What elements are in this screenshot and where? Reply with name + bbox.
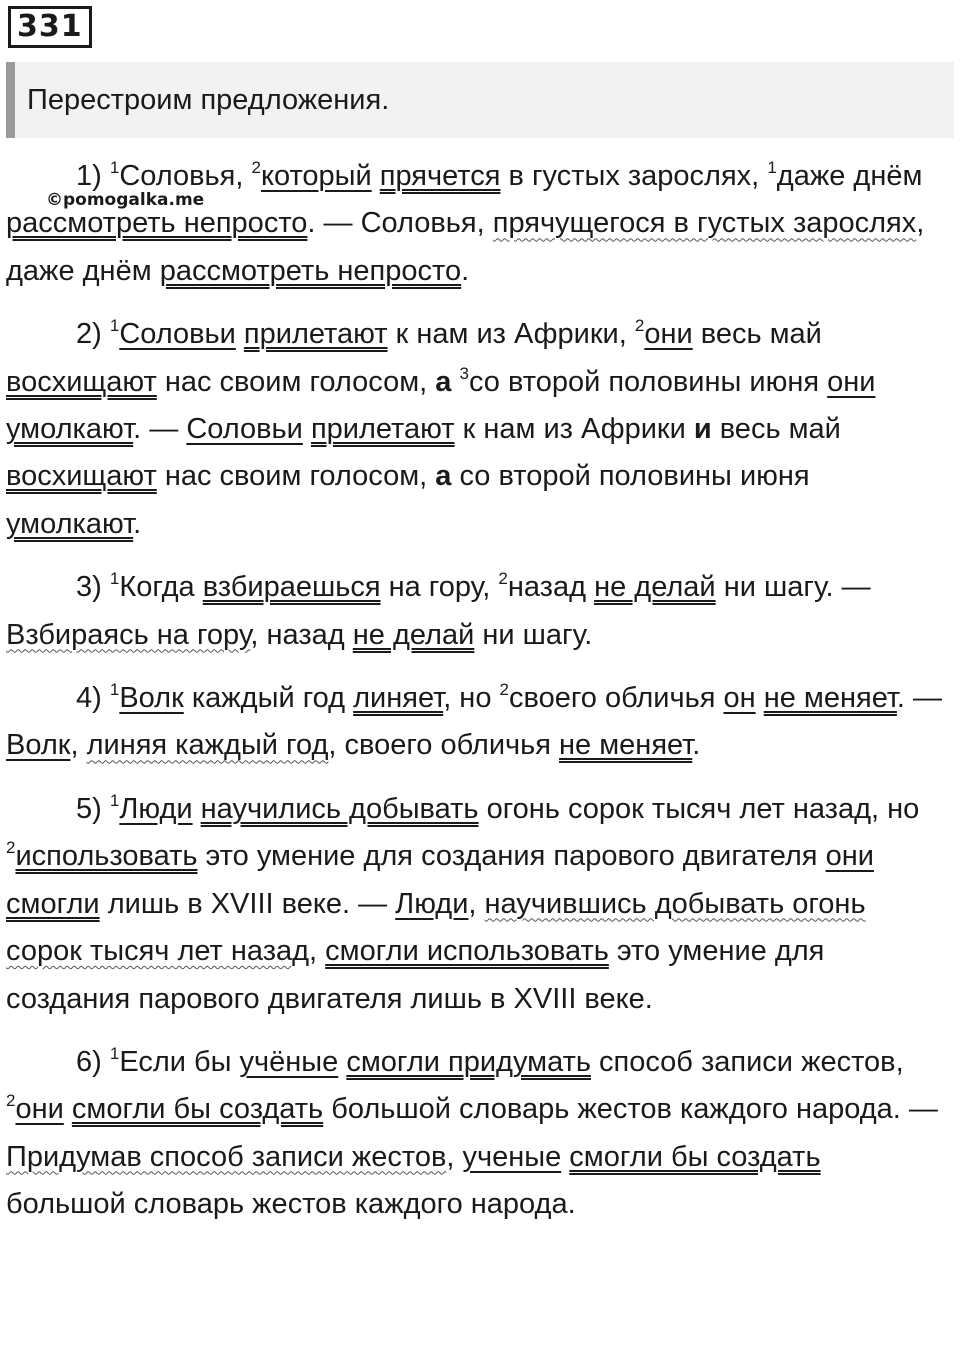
text-run: .: [461, 254, 470, 287]
text-run: на гору,: [380, 571, 499, 604]
underlined-phrase: линяет: [353, 682, 444, 715]
underlined-phrase: прячущегося в густых зарослях: [492, 207, 917, 240]
text-run: 4): [76, 682, 110, 715]
clause-number: 1: [109, 316, 120, 336]
text-run: [236, 318, 244, 350]
text-run: ,: [468, 887, 485, 920]
sentence-paragraph-4: [6, 675, 946, 770]
clause-number: 1: [109, 1043, 120, 1063]
underlined-phrase: смогли бы создать: [569, 1140, 821, 1173]
underlined-phrase: восхищают: [6, 460, 157, 493]
underlined-phrase: Соловьи: [119, 318, 236, 351]
clause-number: 2: [251, 158, 261, 177]
text-run: ,: [446, 1140, 463, 1173]
text-run: весь май: [692, 318, 822, 351]
underlined-phrase: не делай: [594, 571, 716, 604]
underlined-phrase: Взбираясь на гору: [6, 618, 251, 651]
underlined-phrase: они: [825, 840, 874, 873]
text-run: ,: [70, 729, 87, 762]
text-run: [303, 413, 311, 445]
text-run: [372, 160, 380, 192]
text-run: , своего обличья: [328, 729, 560, 762]
clause-number: 1: [109, 790, 120, 810]
text-run: Соловья,: [119, 160, 252, 192]
text-run: даже днём: [776, 160, 923, 192]
underlined-phrase: рассмотреть непросто: [6, 207, 308, 240]
text-run: способ записи жестов,: [590, 1045, 904, 1078]
text-run: своего обличья: [508, 682, 724, 715]
clause-number: 1: [109, 680, 120, 700]
text-run: со второй половины июня: [451, 460, 810, 493]
text-run: Когда: [119, 571, 203, 604]
text-run: 6): [76, 1045, 110, 1078]
underlined-phrase: использовать: [15, 840, 198, 873]
text-run: весь май: [711, 413, 841, 446]
sentence-paragraph-3: [6, 564, 946, 659]
underlined-phrase: прилетают: [243, 318, 388, 351]
text-run: к нам из Африки: [454, 413, 694, 446]
underlined-phrase: прилетают: [310, 413, 455, 446]
text-run: со второй половины июня: [468, 365, 828, 398]
underlined-phrase: научившись добывать огонь сорок тысяч лет назад: [6, 887, 866, 968]
underlined-phrase: учёные: [239, 1045, 339, 1078]
text-run: . —: [133, 413, 187, 446]
underlined-phrase: смогли использовать: [325, 935, 609, 968]
text-run: лишь в XVIII веке. —: [99, 887, 396, 920]
underlined-phrase: они: [644, 318, 693, 351]
text-run: большой словарь жестов каждого народа. —: [323, 1093, 938, 1126]
conjunction: а: [435, 460, 452, 493]
text-run: , назад: [250, 618, 353, 651]
text-run: к нам из Африки,: [387, 318, 635, 351]
underlined-phrase: Придумав способ записи жестов: [6, 1140, 447, 1173]
text-run: , даже днём: [6, 207, 925, 287]
text-run: большой словарь жестов каждого народа.: [6, 1188, 576, 1221]
text-run: в густых зарослях,: [500, 160, 768, 192]
text-run: [64, 1093, 72, 1125]
underlined-phrase: который: [260, 160, 372, 192]
watermark: ©pomogalka.me: [46, 190, 205, 210]
text-run: . —: [896, 682, 943, 715]
text-run: Если бы: [119, 1045, 240, 1078]
text-run: ,: [309, 935, 326, 968]
text-run: 1): [76, 160, 110, 192]
text-run: огонь сорок тысяч лет назад, но: [478, 792, 920, 825]
text-run: 2): [76, 318, 110, 351]
text-run: 5): [76, 792, 110, 825]
sentence-paragraph-1: [6, 153, 946, 295]
underlined-phrase: Люди: [395, 887, 469, 920]
clause-number: 2: [499, 680, 509, 700]
underlined-phrase: не меняет: [763, 682, 897, 715]
underlined-phrase: восхищают: [6, 365, 157, 398]
underlined-phrase: умолкают: [6, 507, 134, 540]
text-run: [756, 682, 764, 714]
underlined-phrase: научились добывать: [200, 792, 479, 825]
text-run: нас своим голосом,: [156, 460, 436, 493]
text-run: ни шагу. —: [715, 571, 871, 604]
text-run: ни шагу.: [474, 618, 593, 651]
underlined-phrase: смогли: [6, 887, 100, 920]
text-run: , но: [443, 682, 500, 715]
clause-number: 2: [6, 838, 16, 858]
underlined-phrase: смогли бы создать: [71, 1093, 324, 1126]
underlined-phrase: взбираешься: [202, 571, 381, 604]
underlined-phrase: учeные: [462, 1140, 562, 1173]
clause-number: 3: [459, 363, 469, 383]
clause-number: 1: [767, 158, 777, 177]
conjunction: а: [435, 365, 452, 398]
text-run: . — Соловья,: [307, 207, 493, 240]
text-run: это умение для создания парового двигателя: [197, 840, 826, 873]
underlined-phrase: прячется: [379, 160, 501, 192]
section-header: [6, 62, 954, 138]
underlined-phrase: Люди: [119, 792, 193, 825]
text-run: 3): [76, 571, 110, 604]
underlined-phrase: смогли придумать: [346, 1045, 591, 1078]
text-run: это умение для создания парового двигателя лишь в XVIII веке.: [6, 935, 825, 1015]
underlined-phrase: линяя каждый год: [86, 729, 329, 762]
conjunction: и: [693, 413, 712, 446]
clause-number: 2: [6, 1091, 16, 1111]
sentence-paragraph-5: [6, 786, 946, 1023]
underlined-phrase: они: [15, 1093, 64, 1126]
text-run: каждый год: [183, 682, 354, 715]
clause-number: 2: [498, 569, 508, 589]
underlined-phrase: рассмотреть непросто: [159, 254, 462, 287]
sentence-paragraph-2: [6, 311, 946, 548]
header-text: Перестроим предложения.: [27, 84, 390, 116]
text-run: .: [133, 507, 142, 540]
underlined-phrase: Волк: [6, 729, 71, 762]
sentences-content: [6, 153, 946, 1229]
sentence-paragraph-6: [6, 1039, 946, 1229]
clause-number: 1: [109, 158, 120, 177]
underlined-phrase: умолкают: [6, 413, 134, 446]
text-run: .: [692, 729, 701, 762]
text-run: нас своим голосом,: [156, 365, 436, 398]
underlined-phrase: не делай: [352, 618, 475, 651]
task-number: 331: [8, 6, 92, 48]
text-run: назад: [507, 571, 595, 604]
clause-number: 2: [634, 316, 645, 336]
clause-number: 1: [109, 569, 120, 589]
underlined-phrase: не меняет: [559, 729, 693, 762]
text-run: [193, 793, 201, 825]
underlined-phrase: он: [723, 682, 756, 715]
underlined-phrase: Соловьи: [186, 413, 303, 446]
underlined-phrase: Волк: [119, 682, 184, 715]
underlined-phrase: они: [827, 365, 876, 398]
